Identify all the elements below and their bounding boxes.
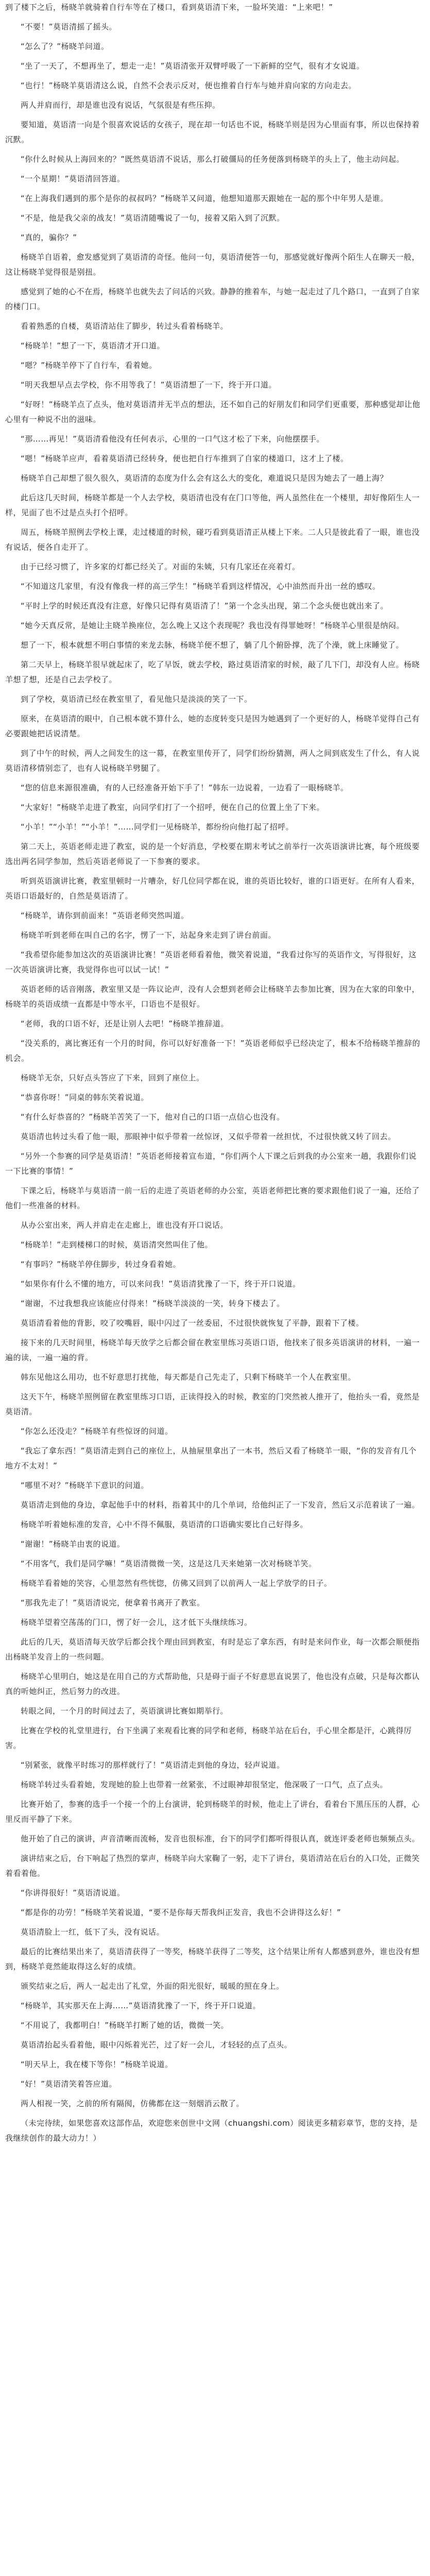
article-paragraph: “老师，我的口语不好，还是让别人去吧！”杨晓羊推辞道。 (21, 1019, 229, 1028)
article-paragraph: （未完待续，如果您喜欢这部作品，欢迎您来创世中文网（chuangshi.com）阅读更多精彩章节，您的支持，是我继续创作的最大动力！） (5, 2119, 418, 2143)
article-paragraph: “你什么时候从上海回来的？”既然莫语清不说话，那么打破僵局的任务便落到杨晓羊的头上了，他主动问起。 (21, 155, 405, 164)
article-paragraph: 比赛在学校的礼堂里进行，台下坐满了来观看比赛的同学和老师，杨晓羊站在后台，手心里全都是汗，心跳得厉害。 (5, 1726, 412, 1750)
article-paragraph: “一个星期！”莫语清回答道。 (21, 174, 125, 183)
article-paragraph: “不是，他是我父亲的战友！”莫语清随嘴说了一句，接着又陷入到了沉默。 (21, 213, 285, 223)
article-paragraph: 莫语清也转过头看了他一眼，那眼神中似乎带着一丝惊讶，又似乎带着一丝担忧，不过很快就又转了回去。 (21, 1132, 396, 1141)
article-paragraph: 莫语清抬起头看着他，眼中闪烁着光芒，过了好一会儿，才轻轻的点了点头。 (21, 2040, 293, 2049)
article-paragraph: “您的信息来源很准确，有的人已经准备开始下手了！”韩东一边说着，一边看了一眼杨晓羊。 (21, 783, 349, 792)
article-paragraph: “她今天真反常，是她让主晓羊换座位，怎么晚上又这个表现呢？我也没有得罪她呀！”杨晓羊心里很是纳闷。 (21, 621, 405, 630)
article-paragraph: “不用说了，我都明白！”杨晓羊打断了她的话，微微一笑。 (21, 2021, 229, 2030)
article-paragraph: “杨晓羊！”想了一下，莫语清才开口道。 (21, 341, 165, 350)
article-paragraph: 莫语清走到他的身边，拿起他手中的材料，指着其中的几个单词，给他纠正了一下发音，然后又示范着读了一遍。 (21, 1500, 420, 1510)
article-paragraph: 转眼之间，一个月的时间过去了，英语演讲比赛如期举行。 (21, 1706, 229, 1716)
article-paragraph: 杨晓羊转过头看着她，发现她的脸上也带着一丝紧张，不过眼神却很坚定，他深吸了一口气，点了点头。 (21, 1780, 388, 1789)
article-paragraph: “在上海我们遇到的那个是你的叔叔吗？”杨晓羊又问道，他想知道那天跟她在一起的那个中年男人是谁。 (21, 194, 389, 203)
article-paragraph: 从办公室出来，两人并肩走在走廊上，谁也没有开口说话。 (21, 1221, 229, 1230)
article-paragraph: 听到英语演讲比赛，教室里顿时一片嘈杂，好几位同学都在说，谁的英语比较好，谁的口语更好。在所有人看来，英语口语最好的，自然是莫语清了。 (5, 876, 420, 901)
article-paragraph: 杨晓羊自语着，愈发感觉到了莫语清的奇怪。他问一句，莫语清便答一句，那感觉就好像两个陌生人在聊天一般，这让杨晓羊觉得很是别扭。 (5, 252, 420, 277)
article-paragraph: “谢谢，不过我想我应该能应付得来！”杨晓羊淡淡的一笑，转身下楼去了。 (21, 1299, 285, 1308)
article-paragraph: “明天我想早点去学校，你不用等我了！”莫语清想了一下，终于开口道。 (21, 380, 277, 389)
article-paragraph: 看着熟悉的自楼，莫语清站住了脚步，转过头看着杨晓羊。 (21, 321, 229, 331)
article-paragraph: 比赛开始了，参赛的选手一个接一个的上台演讲，轮到杨晓羊的时候，他走上了讲台，看着台下黑压压的人群，心里反而平静了下来。 (5, 1800, 420, 1824)
article-paragraph: 想了一下，根本就想不明白事情的来龙去脉，杨晓羊便不想了，躺了几个俯卧撑，洗了个澡，就上床睡觉了。 (21, 640, 404, 650)
article-paragraph: “都是你的功劳！”杨晓羊笑着说道，“要不是你每天帮我纠正发音，我也不会讲得这么好！” (21, 1908, 341, 1917)
article-paragraph: “也行！”杨晓羊莫语清这么说，自然不会表示反对，便也推着自行车与她并肩向家的方向走去。 (21, 81, 357, 90)
article-paragraph: 第二天上，英语老师走进了教室，说的是一个好消息，学校要在期末考试之前举行一次英语演讲比赛，每个班级要选出两名同学参加，然后英语老师说了一下参赛的要求。 (5, 842, 420, 866)
article-paragraph: 杨晓羊听着她标准的发音，心中不得不佩服，莫语清的口语确实要比自己好得多。 (21, 1520, 308, 1529)
article-paragraph: “不要！”莫语清摇了摇头。 (21, 22, 117, 31)
article-paragraph: 感觉到了她的心不在焉，杨晓羊也就失去了问话的兴致。静静的推着车，与她一起走过了几个路口，一直到了自家的楼门口。 (5, 287, 420, 311)
article-paragraph: 两人并肩而行，却是谁也没有说话，气氛很是有些压抑。 (21, 100, 220, 110)
article-paragraph: 接下来的几天时间里，杨晓羊每天放学之后都会留在教室里练习英语口语，他找来了很多英语演讲的材料，一遍一遍的读，一遍一遍的背。 (5, 1338, 420, 1362)
article-paragraph: 第二天早上，杨晓羊很早就起床了，吃了早饭，就去学校，路过莫语清家的时候，敲了几下门，却没有人应。杨晓羊想了想，还是自己去学校了。 (5, 660, 420, 684)
article-paragraph: “真的，骗你？” (21, 233, 77, 242)
article-paragraph: “好！”莫语清笑着答应道。 (21, 2079, 117, 2089)
article-paragraph: 杨晓羊望着空荡荡的门口，愣了好一会儿，这才低下头继续练习。 (21, 1618, 252, 1627)
article-paragraph: “杨晓羊，其实那天在上海……”莫语清犹豫了一下，终于开口说道。 (21, 2001, 261, 2010)
article-paragraph: “杨晓羊！”走到楼梯口的时候，莫语清突然叫住了他。 (21, 1240, 213, 1249)
article-paragraph: “好呀！”杨晓羊点了点头，他对莫语清并无半点的想法，还不如自己的好朋友们和同学们更重要，那种感觉却让他心里有一种说不出的滋味。 (5, 400, 421, 424)
article-paragraph: “如果你有什么不懂的地方，可以来问我！”莫语清犹豫了一下，终于开口说道。 (21, 1279, 301, 1289)
article-paragraph: “谢谢！”杨晓羊由衷的说道。 (21, 1539, 125, 1549)
article-paragraph: “那我先走了！”莫语清说完，便拿着书离开了教室。 (21, 1598, 205, 1607)
article-paragraph: 杨晓羊无奈，只好点头答应了下来，回到了座位上。 (21, 1073, 204, 1082)
article-paragraph: 杨晓羊看着她的笑容，心里忽然有些恍惚，仿佛又回到了以前两人一起上学放学的日子。 (21, 1579, 332, 1588)
article-paragraph: 英语老师的话音刚落，教室里又是一阵议论声，没有人会想到老师会让杨晓羊去参加比赛，因为在大家的印象中，杨晓羊的英语成绩一直都是中等水平，口语也不是很好。 (5, 985, 420, 1009)
article-paragraph: 最后的比赛结果出来了，莫语清获得了一等奖，杨晓羊获得了二等奖，这个结果让所有人都感到意外，谁也没有想到，杨晓羊竟然能取得这么好的成绩。 (5, 1947, 420, 1971)
article-paragraph: 杨晓羊听到老师在叫自己的名字，愣了一下，站起身来走到了讲台前面。 (21, 930, 277, 940)
article-paragraph: 由于已经习惯了，许多家的灯都已经关了。对面的朱姨，只有几家还在亮着灯。 (21, 562, 300, 571)
article-paragraph: “哪里不对？”杨晓羊下意识的问道。 (21, 1481, 149, 1490)
article-paragraph: 周五，杨晓羊照例去学校上课，走过楼道的时候，碰巧看到莫语清正从楼上下来。二人只是彼此看了一眼，谁也没有说话，便各自走开了。 (5, 528, 420, 552)
article-paragraph: “我忘了拿东西！”莫语清走到自己的座位上，从抽屉里拿出了一本书，然后又看了杨晓羊一眼，“你的发音有几个地方不太对！” (5, 1446, 417, 1470)
article-paragraph: 此后的几天，莫语清每天放学后都会找个理由回到教室，有时是忘了拿东西，有时是来问作业，每一次都会顺便指出杨晓羊发音上的一些问题。 (5, 1637, 420, 1662)
article-paragraph: 韩东见他这么用功，也不好意思打扰他，每天都是自己先走了，只剩下杨晓羊一个人在教室里。 (21, 1372, 356, 1382)
article-paragraph: “我希望你能参加这次的英语演讲比赛！”英语老师看着他，微笑着说道，“我看过你写的英语作文，写得很好，这一次英语演讲比赛，我觉得你也可以试一试！” (5, 950, 417, 974)
article-paragraph: 到了学校，莫语清已经在教室里了，看见他只是淡淡的笑了一下。 (21, 694, 252, 704)
article-paragraph: “你讲得很好！”莫语清说道。 (21, 1888, 125, 1897)
article-paragraph: 演讲结束之后，台下响起了热烈的掌声，杨晓羊向大家鞠了一躬，走下了讲台，莫语清站在后台的入口处，正微笑着看着他。 (5, 1854, 420, 1878)
article-paragraph: “大家好！”杨晓羊走进了教室，向同学们打了一个招呼，便在自己的位置上坐了下来。 (21, 803, 325, 812)
article-paragraph: 下课之后，杨晓羊与莫语清一前一后的走进了英语老师的办公室，英语老师把比赛的要求跟他们说了一遍，还给了他们一些准备的材料。 (5, 1186, 420, 1210)
article-paragraph: “杨晓羊，请你到前面来！”英语老师突然叫道。 (21, 911, 189, 920)
article-paragraph: 两人相视一笑，之前的所有隔阂，仿佛都在这一刻烟消云散了。 (21, 2099, 245, 2108)
article-paragraph: “那……再见！”莫语清看他没有任何表示，心里的一口气这才松了下来，向他摆摆手。 (21, 434, 325, 444)
article-paragraph: 要知道，莫语清一向是个很喜欢说话的女孩子，现在却一句话也不说，杨晓羊则是因为心里面有事，所以也保持着沉默。 (5, 120, 420, 144)
article-paragraph: “你怎么还没走？”杨晓羊有些惊讶的问道。 (21, 1427, 173, 1436)
article-paragraph: “另外一个参赛的同学是莫语清！”英语老师接着宣布道，“你们两个人下课之后到我的办公室来一趟，我跟你们说一下比赛的事情！” (5, 1151, 417, 1176)
article-paragraph: 莫语清脸上一红，低下了头，没有说话。 (21, 1927, 165, 1937)
article-paragraph: “平时上学的时候还真没有注意，好像只记得有莫语清了！”第一个念头出现，第二个念头便也就出来了。 (21, 601, 389, 611)
article-paragraph: 到了中午的时候，两人之间发生的这一幕，在教室里传开了，同学们纷纷猜测，两人之间到底发生了什么，有人说莫语清移情别恋了，也有人说杨晓羊劈腿了。 (5, 749, 420, 773)
article-paragraph: “不用客气，我们是同学嘛！”莫语清微微一笑，这是这几天来她第一次对杨晓羊笑。 (21, 1559, 317, 1568)
article-paragraph: 到了楼下之后，杨晓羊就骑着自行车等在了楼口，看到莫语清下来，一脸坏笑道：“上来吧！” (5, 3, 333, 12)
article-paragraph: “恭喜你呀！”同桌的韩东笑着说道。 (21, 1093, 149, 1102)
article-paragraph: 杨晓羊心里明白，她这是在用自己的方式帮助他，只是碍于面子不好意思直说罢了，他也没有点破，只是每次都认真的听她纠正，然后努力的改进。 (5, 1672, 420, 1696)
article-paragraph: “嗯？”杨晓羊停下了自行车，看着她。 (21, 361, 157, 370)
article-paragraph: “怎么了？”杨晓羊问道。 (21, 42, 109, 51)
article-paragraph: “小羊！”“小羊！”“小羊！”……同学们一见杨晓羊，都纷纷向他打起了招呼。 (21, 822, 294, 832)
article-paragraph: 原来，在莫语清的眼中，自己根本就不算什么，她的态度转变只是因为她遇到了一个更好的人，杨晓羊觉得自己有必要跟她把话说清楚。 (5, 714, 420, 738)
article-paragraph: “别紧张，就像平时练习的那样就行了！”莫语清走到他的身边，轻声说道。 (21, 1760, 285, 1770)
article-paragraph: 此后这几天时间，杨晓羊都是一个人去学校，莫语清也没有在门口等他，两人虽然住在一个楼里，却好像陌生人一样，见面了也不过是点头打个招呼。 (5, 493, 420, 517)
article-paragraph: “坐了一天了，不想再坐了，想走一走！”莫语清张开双臂呼吸了一下新鲜的空气，很有才女说道。 (21, 61, 365, 71)
article-paragraph: “不知道这几家里，有没有像我一样的高三学生！”杨晓羊看到这样情况，心中油然而升出一丝的感叹。 (21, 582, 381, 591)
article-paragraph: 颁奖结束之后，两人一起走出了礼堂，外面的阳光很好，暖暖的照在身上。 (21, 1981, 284, 1991)
article-paragraph: 莫语清看着他的背影，咬了咬嘴唇，眼中闪过了一丝委屈，不过很快就恢复了平静，跟着下了楼。 (21, 1318, 364, 1328)
article-paragraph: 杨晓羊自己却想了很久很久，莫语清的态度为什么会有这么大的变化，难道说只是因为她去了一趟上海？ (21, 473, 388, 483)
article-paragraph: “有事吗？”杨晓羊停住脚步，转过身看着她。 (21, 1260, 181, 1269)
article-paragraph: 这天下午，杨晓羊照例留在教室里练习口语，正读得投入的时候，教室的门突然被人推开了，他抬头一看，竟然是莫语清。 (5, 1392, 420, 1416)
article-paragraph: “没关系的，离比赛还有一个月的时间，你可以好好准备一下！”英语老师似乎已经决定了，根本不给杨晓羊推辞的机会。 (5, 1039, 421, 1063)
article-paragraph: “嗯！”杨晓羊应声，看着莫语清已经转身，便也把自行车推到了自家的楼道口，这才上了楼。 (21, 454, 349, 463)
article-paragraph: “有什么好恭喜的？”杨晓羊苦笑了一下，他对自己的口语一点信心也没有。 (21, 1112, 285, 1122)
article-paragraph: “明天早上，我在楼下等你！”杨晓羊说道。 (21, 2060, 173, 2069)
article-paragraph: 他开始了自己的演讲，声音清晰而流畅，发音也很标准，台下的同学们都听得很认真，就连评委老师也频频点头。 (21, 1834, 420, 1843)
